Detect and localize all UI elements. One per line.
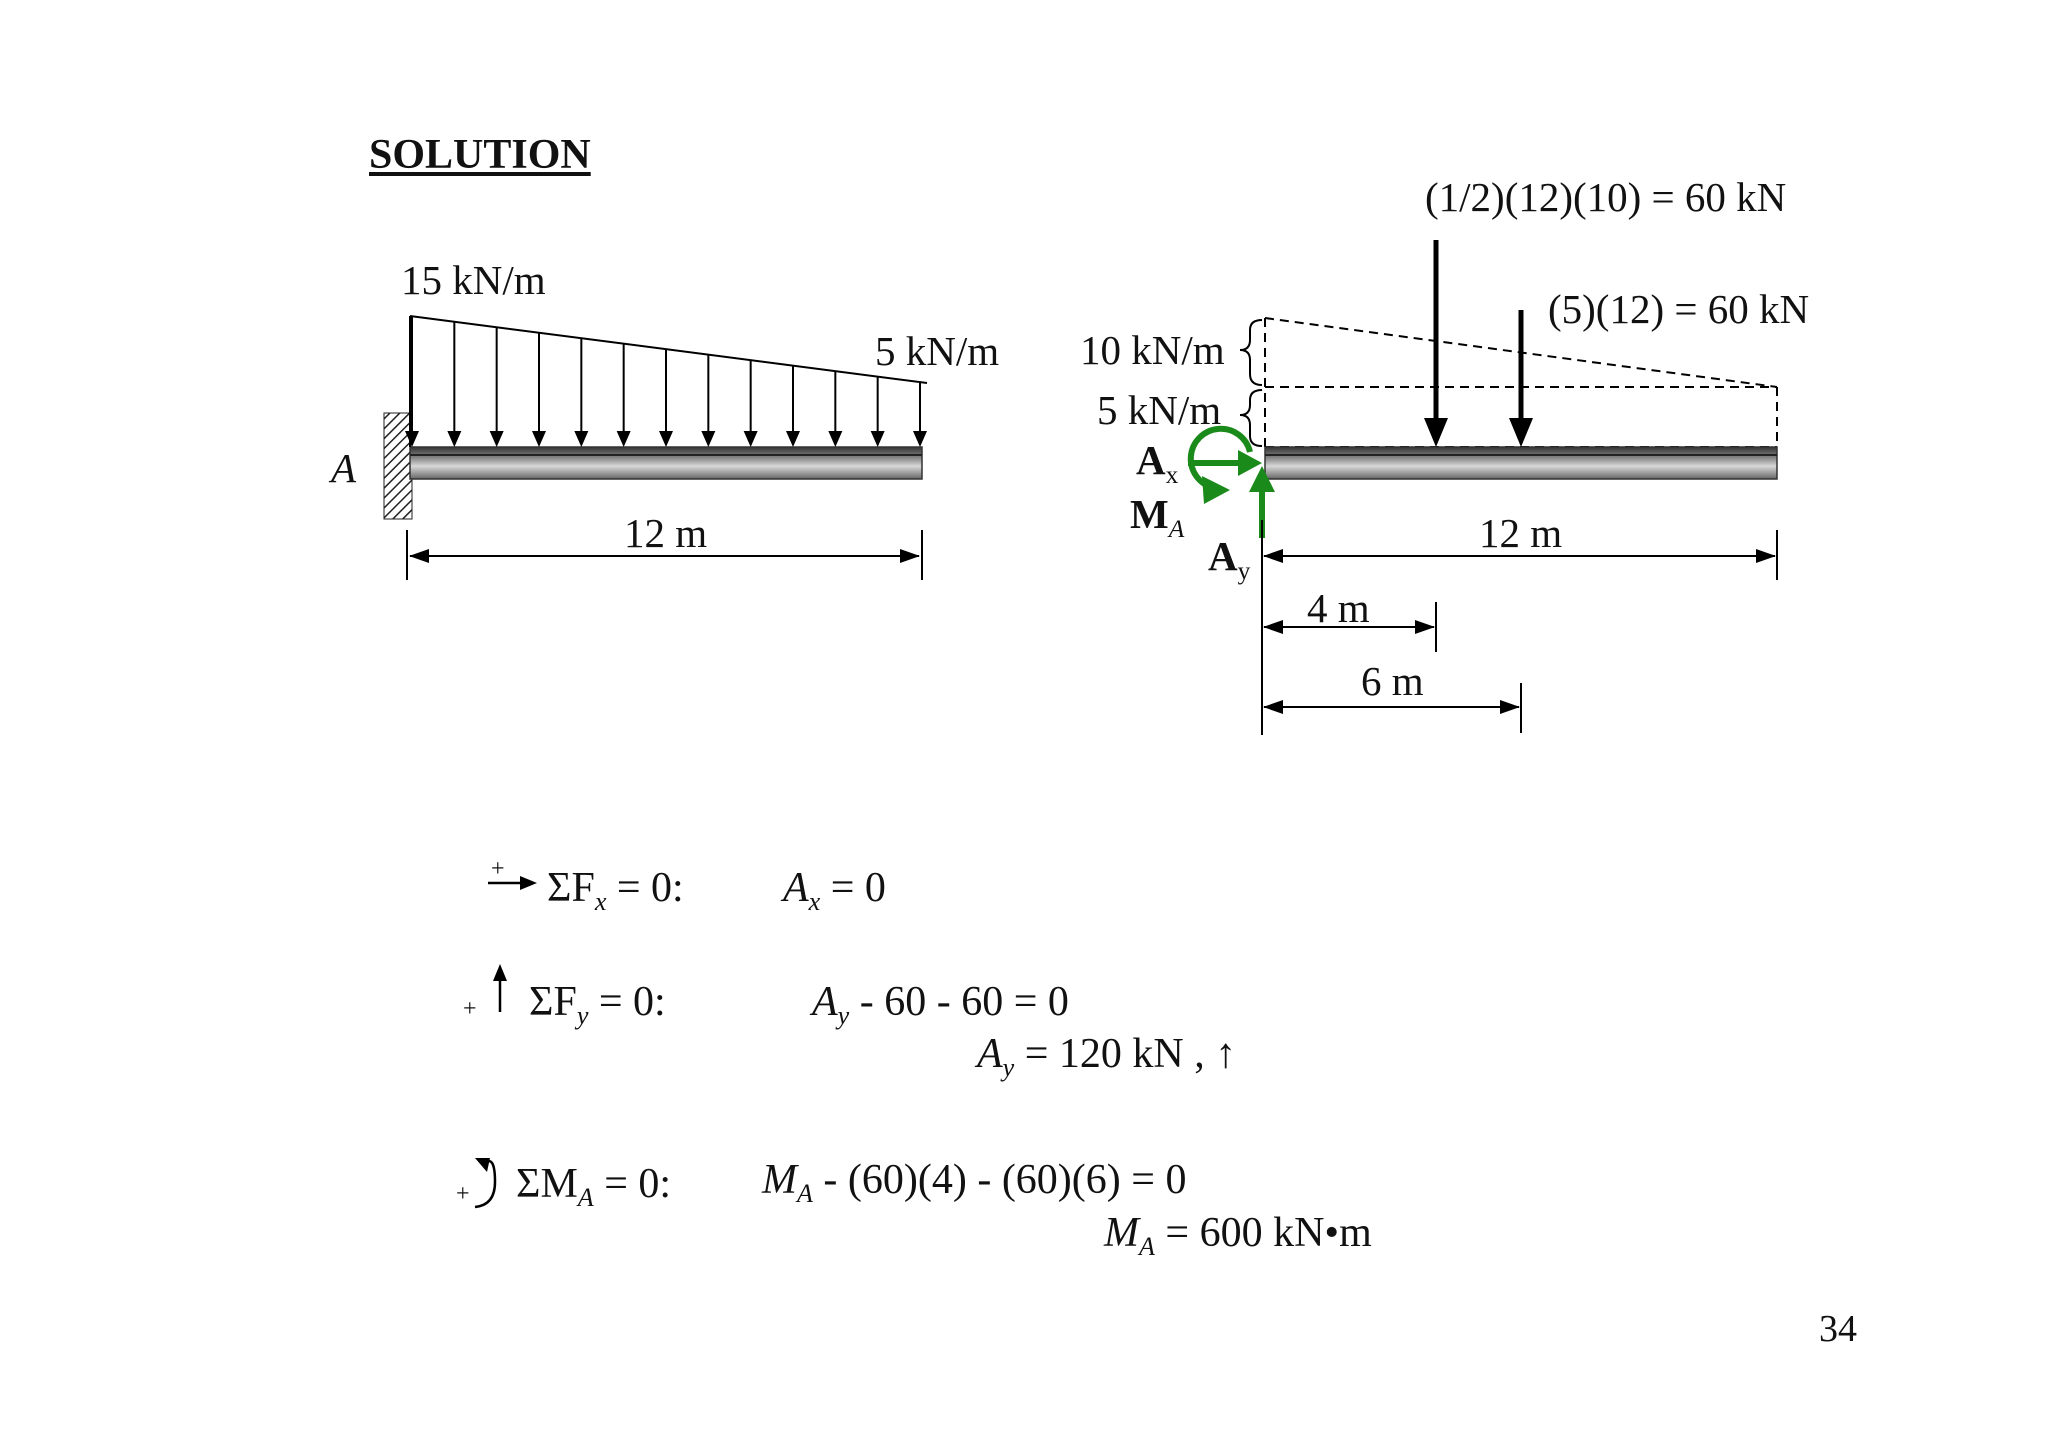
support-label-a: A [331,445,357,491]
distributed-load-arrows [405,316,927,447]
solution-heading: SOLUTION [369,132,591,178]
right-dim-arrow-left [1263,549,1283,563]
load-arrowhead [786,431,800,447]
left-dim-arrow-right [900,549,920,563]
load-arrowhead [744,431,758,447]
fy-line2: $A_y = 120$ kN , ↑ [977,1031,1237,1083]
fx-sign-arrowhead [520,876,537,890]
reaction-ay-label: $A_y$ [1208,533,1251,585]
force-rect-label: (5)(12) = 60 kN [1548,286,1810,332]
dim-4m-label: 4 m [1307,585,1370,631]
left-dim-arrow-left [409,549,429,563]
load-arrowhead [447,431,461,447]
load-arrowhead [871,431,885,447]
ma-plus-sign: + [456,1181,470,1207]
load-arrowhead [532,431,546,447]
ma-sign-arrowhead [475,1158,490,1172]
load-5kn-label: 5 kN/m [1097,387,1222,433]
load-arrowhead [574,431,588,447]
right-dim-arrow-right [1756,549,1776,563]
dim4-arrow-left [1263,620,1283,634]
fy-plus-sign: + [463,996,477,1022]
load-left-label: 15 kN/m [401,257,546,303]
reaction-ax-label: $A_x$ [1136,437,1179,489]
load-arrowhead [659,431,673,447]
load-top-line [410,316,927,383]
fixed-support-wall [384,413,412,519]
dim-6m-label: 6 m [1361,658,1424,704]
reaction-ma-label: $M_A$ [1130,491,1185,543]
load-10kn-label: 10 kN/m [1080,327,1225,373]
left-beam [410,447,922,479]
load-right-label: 5 kN/m [875,328,1000,374]
dim6-arrow-right [1500,700,1520,714]
dim6-arrow-left [1263,700,1283,714]
fy-sign-arrowhead [493,964,507,981]
fy-line1: $A_y - 60 - 60 = 0$ [812,979,1069,1031]
reaction-ax-arrowhead [1238,450,1262,476]
ma-line1: $M_A - (60)(4) - (60)(6) = 0$ [762,1157,1187,1209]
reaction-ma-arrowhead [1202,476,1230,504]
page-number: 34 [1819,1308,1857,1350]
load-arrowhead [490,431,504,447]
ma-line2: $M_A = 600$ kN•m [1104,1210,1372,1262]
resultant-rect-arrowhead [1509,418,1533,447]
fy-sum: $\Sigma F_y = 0$: [529,979,666,1031]
force-triangle-label: (1/2)(12)(10) = 60 kN [1425,174,1787,220]
fx-plus-sign: + [491,856,505,882]
left-span-label: 12 m [624,510,708,556]
load-arrowhead [828,431,842,447]
brace-10kn [1240,320,1262,385]
fx-sum: $\Sigma F_x = 0$: [547,865,684,917]
load-arrowhead [701,431,715,447]
right-beam [1265,447,1777,479]
fx-result: $A_x = 0$ [783,865,886,917]
load-arrowhead [617,431,631,447]
ma-sum: $\Sigma M_A = 0$: [516,1161,672,1213]
dim4-arrow-right [1415,620,1435,634]
right-span-label: 12 m [1479,510,1563,556]
load-arrowhead [913,431,927,447]
resultant-triangle-arrowhead [1424,418,1448,447]
